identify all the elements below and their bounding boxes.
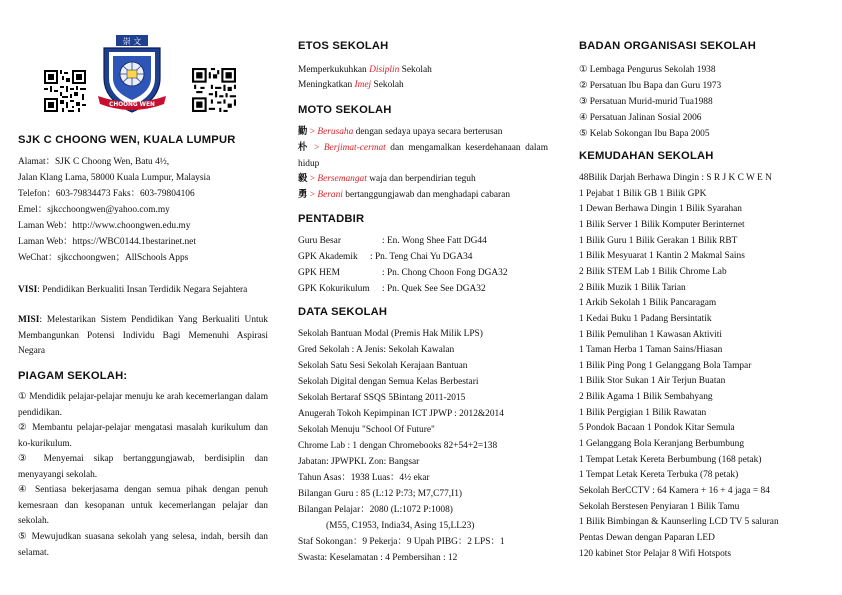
kemudahan-item: 1 Tempat Letak Kereta Terbuka (78 petak) <box>579 470 739 481</box>
kemudahan-item: 1 Taman Herba 1 Taman Sains/Hiasan <box>579 345 723 356</box>
moto-arrow: > <box>307 190 318 200</box>
wechat-line: WeChat：sjkcchoongwen；AllSchools Apps <box>18 253 189 263</box>
kemudahan-heading: KEMUDAHAN SEKOLAH <box>579 150 714 162</box>
etos-line <box>298 63 432 79</box>
kemudahan-item: 48Bilik Darjah Berhawa Dingin : S R J K C W E N <box>579 173 772 183</box>
visi-paragraph <box>18 283 268 299</box>
data-sekolah-heading: DATA SEKOLAH <box>298 306 388 318</box>
kemudahan-item: Sekolah BerCCTV : 64 Kamera + 16 + 4 jaga = 84 <box>579 486 770 496</box>
piagam-item: ③ Menyemai sikap bertanggungjawab, berdisiplin dan menyayangi sekolah. <box>18 454 268 480</box>
kemudahan-item: 1 Bilik Pergigian 1 Bilik Rawatan <box>579 407 707 418</box>
visi-label: VISI <box>18 285 38 295</box>
moto-heading: MOTO SEKOLAH <box>298 104 392 116</box>
data-line: Gred Sekolah : A Jenis: Sekolah Kawalan <box>298 345 455 355</box>
etos-text: Memperkukuhkan <box>298 65 370 75</box>
badan-item: ① Lembaga Pengurus Sekolah 1938 <box>579 65 716 75</box>
moto-keyword: Berani <box>317 190 343 200</box>
data-line: Anugerah Tokoh Kepimpinan ICT JPWP : 2012&2014 <box>298 409 504 419</box>
etos-text: Meningkatkan <box>298 80 355 90</box>
address-line: Jalan Klang Lama, 58000 Kuala Lumpur, Malaysia <box>18 173 211 183</box>
moto-item <box>298 141 548 172</box>
qr-code-icon[interactable] <box>192 68 236 112</box>
data-line: Chrome Lab : 1 dengan Chromebooks 82+54+2=138 <box>298 441 498 451</box>
kemudahan-item: 1 Pejabat 1 Bilik GB 1 Bilik GPK <box>579 188 707 199</box>
kemudahan-item: 1 Kedai Buku 1 Padang Bersintatik <box>579 313 712 324</box>
pentadbir-role: GPK HEM <box>298 268 340 278</box>
kemudahan-item: 120 kabinet Stor Pelajar 8 Wifi Hotspots <box>579 548 732 559</box>
moto-keyword: Bersemangat <box>317 174 367 184</box>
kemudahan-item: 1 Arkib Sekolah 1 Bilik Pancaragam <box>579 298 717 309</box>
badan-item: ② Persatuan Ibu Bapa dan Guru 1973 <box>579 81 722 91</box>
website-link[interactable]: Laman Web：http://www.choongwen.edu.my <box>18 221 191 231</box>
piagam-item: ① Mendidik pelajar-pelajar menuju ke arah kecemerlangan dalam pendidikan. <box>18 392 268 418</box>
moto-text: bertanggungjawab dan menghadapi cabaran <box>342 190 511 200</box>
moto-char: 毅 <box>298 174 308 184</box>
data-line: Swasta: Keselamatan : 4 Pembersihan : 12 <box>298 553 458 563</box>
visi-text: : Pendidikan Berkualiti Insan Terdidik Negara Sejahtera <box>37 285 248 295</box>
email-line[interactable]: Emel：sjkcchoongwen@yahoo.com.my <box>18 205 170 215</box>
school-crest-logo <box>96 34 168 116</box>
pentadbir-name: : Pn. Teng Chai Yu DGA34 <box>370 252 473 262</box>
kemudahan-item: 1 Dewan Berhawa Dingin 1 Bilik Syarahan <box>579 204 742 215</box>
pentadbir-name: : Pn. Chong Choon Fong DGA32 <box>382 268 508 278</box>
etos-text: Sekolah <box>399 65 432 75</box>
moto-item <box>298 172 476 188</box>
kemudahan-item: 1 Bilik Server 1 Bilik Komputer Berinternet <box>579 219 745 230</box>
moto-char: 勇 <box>298 190 308 200</box>
piagam-item: ⑤ Mewujudkan suasana sekolah yang selesa, indah, bersih dan selamat. <box>18 532 268 558</box>
pentadbir-heading: PENTADBIR <box>298 213 365 225</box>
data-line: Bilangan Guru : 85 (L:12 P:73; M7,C77,I1) <box>298 489 463 499</box>
pentadbir-name: : Pn. Quek See See DGA32 <box>382 284 486 294</box>
data-line: Sekolah Digital dengan Semua Kelas Berbestari <box>298 377 479 387</box>
data-line: Tahun Asas：1938 Luas：4½ ekar <box>298 473 430 483</box>
data-line: Sekolah Bertaraf SSQS 5Bintang 2011-2015 <box>298 393 466 403</box>
etos-heading: ETOS SEKOLAH <box>298 40 389 52</box>
moto-text: waja dan berpendirian teguh <box>366 174 476 184</box>
moto-item <box>298 125 502 141</box>
phone-fax-line: Telefon：603-79834473 Faks：603-79804106 <box>18 189 195 199</box>
pentadbir-name: : En. Wong Shee Fatt DG44 <box>382 236 487 246</box>
moto-keyword: Berusaha <box>317 127 354 137</box>
kemudahan-item: 1 Bilik Guru 1 Bilik Gerakan 1 Bilik RBT <box>579 235 738 246</box>
qr-code-icon[interactable] <box>44 70 86 112</box>
kemudahan-item: 2 Bilik Agama 1 Bilik Sembahyang <box>579 392 713 403</box>
kemudahan-item: 2 Bilik STEM Lab 1 Bilik Chrome Lab <box>579 266 727 277</box>
svg-text:CHOONG WEN: CHOONG WEN <box>109 102 155 108</box>
moto-text: dengan sedaya upaya secara berterusan <box>353 127 503 137</box>
moto-arrow: > <box>307 127 318 137</box>
kemudahan-item: 1 Gelanggang Bola Keranjang Berbumbung <box>579 439 745 450</box>
badan-item: ③ Persatuan Murid-murid Tua1988 <box>579 97 713 107</box>
kemudahan-item: Pentas Dewan dengan Paparan LED <box>579 532 715 543</box>
moto-item <box>298 188 510 204</box>
data-line: Bilangan Pelajar：2080 (L:1072 P:1008) <box>298 505 453 515</box>
website-link[interactable]: Laman Web：https://WBC0144.1bestarinet.net <box>18 237 196 247</box>
kemudahan-item: 1 Bilik Bimbingan & Kaunserling LCD TV 5 saluran <box>579 517 779 528</box>
kemudahan-item: 1 Bilik Mesyuarat 1 Kantin 2 Makmal Sains <box>579 251 745 262</box>
badan-heading: BADAN ORGANISASI SEKOLAH <box>579 40 756 52</box>
etos-line <box>298 78 404 94</box>
moto-text: dan mengamalkan keserdehanaan dalam hidup <box>298 143 548 169</box>
kemudahan-item: 1 Tempat Letak Kereta Berbumbung (168 petak) <box>579 454 762 465</box>
data-line: Sekolah Bantuan Modal (Premis Hak Milik LPS) <box>298 329 483 339</box>
pentadbir-role: GPK Kokurikulum <box>298 284 370 294</box>
etos-keyword: Imej <box>354 80 372 90</box>
piagam-item: ② Membantu pelajar-pelajar mengatasi masalah kurikulum dan ko-kurikulum. <box>18 423 268 449</box>
pentadbir-role: GPK Akademik <box>298 252 358 262</box>
badan-item: ⑤ Kelab Sokongan Ibu Bapa 2005 <box>579 129 710 139</box>
address-line: Alamat：SJK C Choong Wen, Batu 4½, <box>18 157 170 167</box>
kemudahan-item: 5 Pondok Bacaan 1 Pondok Kitar Semula <box>579 423 735 434</box>
pentadbir-role: Guru Besar <box>298 236 341 246</box>
moto-char: 朴 <box>298 143 310 153</box>
data-line: (M55, C1953, India34, Asing 15,LL23) <box>326 521 475 531</box>
data-line: Sekolah Satu Sesi Sekolah Kerajaan Bantuan <box>298 361 468 371</box>
badan-item: ④ Persatuan Jalinan Sosial 2006 <box>579 113 702 123</box>
etos-keyword: Disiplin <box>369 65 400 75</box>
data-line: Sekolah Menuju "School Of Future" <box>298 425 435 435</box>
kemudahan-item: 1 Bilik Pemulihan 1 Kawasan Aktiviti <box>579 329 722 340</box>
moto-arrow: > <box>307 174 318 184</box>
kemudahan-item: 1 Bilik Ping Pong 1 Gelanggang Bola Tampar <box>579 360 752 371</box>
data-line: Jabatan: JPWPKL Zon: Bangsar <box>298 457 420 467</box>
school-name-heading: SJK C CHOONG WEN, KUALA LUMPUR <box>18 134 236 146</box>
moto-arrow: > <box>309 143 324 153</box>
data-line: Staf Sokongan：9 Pekerja：9 Upah PIBG：2 LPS：1 <box>298 537 505 547</box>
piagam-item: ④ Sentiasa bekerjasama dengan semua pihak dengan penuh kemesraan dan kesopanan untuk kecemerlangan pelajar dan sekolah. <box>18 485 268 527</box>
misi-paragraph <box>18 313 268 360</box>
kemudahan-item: 1 Bilik Stor Sukan 1 Air Terjun Buatan <box>579 376 726 387</box>
misi-text: : Melestarikan Sistem Pendidikan Yang Berkualiti Untuk Membangunkan Potensi Individu Bagi Memenuhi Aspirasi Negara <box>18 315 268 357</box>
misi-label: MISI <box>18 315 40 325</box>
kemudahan-item: Sekolah Berstesen Penyiaran 1 Bilik Tamu <box>579 501 740 512</box>
moto-char: 勤 <box>298 127 308 137</box>
kemudahan-item: 2 Bilik Muzik 1 Bilik Tarian <box>579 282 686 293</box>
piagam-heading: PIAGAM SEKOLAH: <box>18 370 128 382</box>
etos-text: Sekolah <box>371 80 404 90</box>
svg-text:崇 文: 崇 文 <box>122 37 142 46</box>
moto-keyword: Berjimat-cermat <box>323 143 386 153</box>
